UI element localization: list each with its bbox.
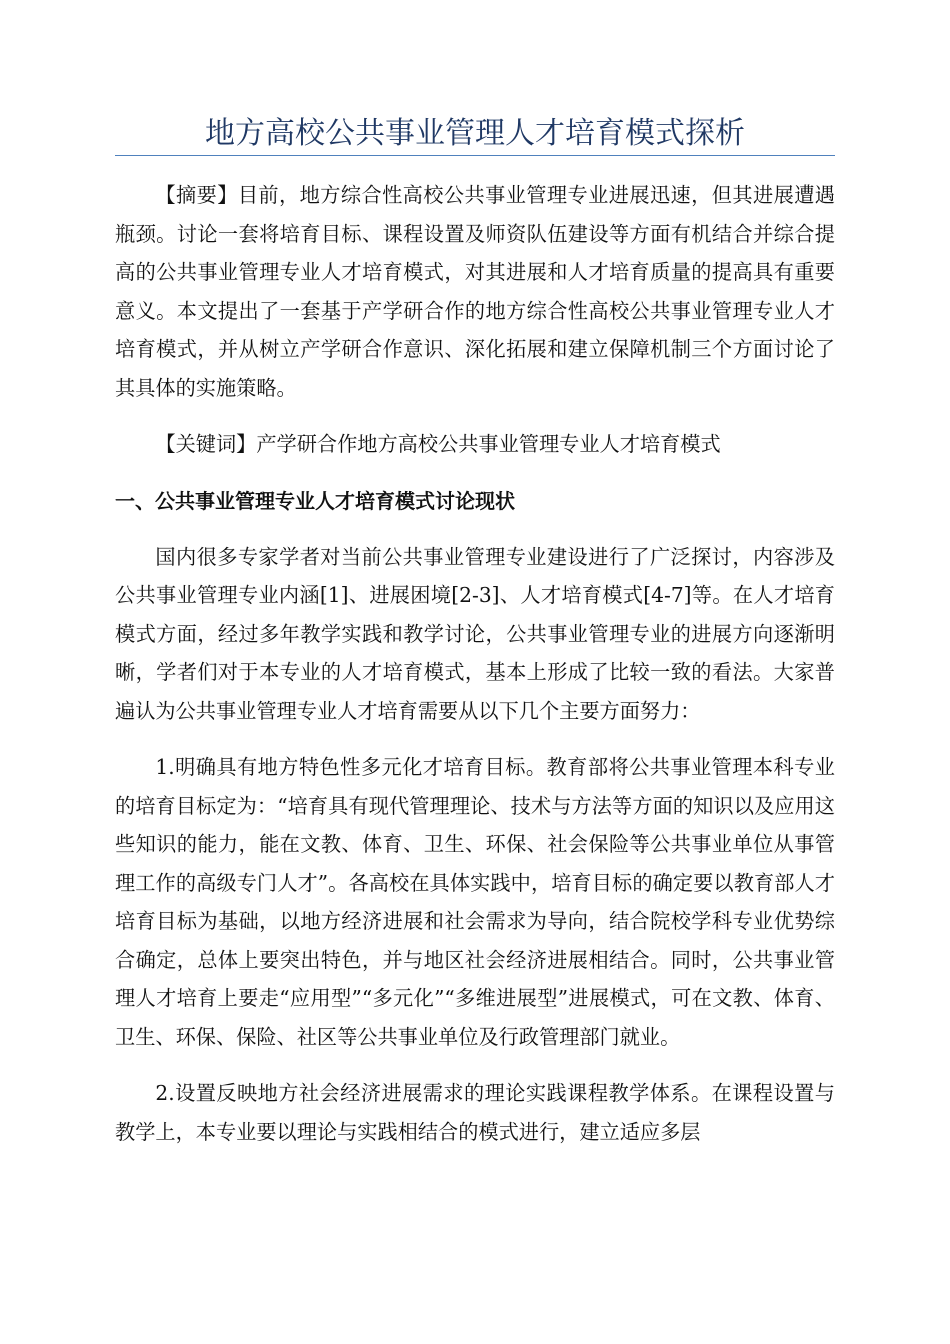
section-heading: 一、公共事业管理专业人才培育模式讨论现状 — [115, 488, 515, 513]
body-paragraph: 2.设置反映地方社会经济进展需求的理论实践课程教学体系。在课程设置与教学上，本专业要以理论与实践相结合的模式进行，建立适应多层 — [115, 1081, 835, 1144]
keywords-paragraph: 【关键词】产学研合作地方高校公共事业管理专业人才培育模式 — [155, 432, 721, 456]
body-paragraph: 1.明确具有地方特色性多元化才培育目标。教育部将公共事业管理本科专业的培育目标定为：“培育具有现代管理理论、技术与方法等方面的知识以及应用这些知识的能力，能在文教、体育、卫生、环保、社会保险等公共事业单位从事管理工作的高级专门人才”。各高校在具体实践中，培育目标的确定要以教育部人才培育目标为基础，以地方经济进展和社会需求为导向，结合院校学科专业优势综合确定，总体上要突出特色，并与地区社会经济进展相结合。同时，公共事业管理人才培育上要走“应用型”“多元化”“多维进展型”进展模式，可在文教、体育、卫生、环保、保险、社区等公共事业单位及行政管理部门就业。 — [115, 755, 835, 1049]
body-paragraph: 国内很多专家学者对当前公共事业管理专业建设进行了广泛探讨，内容涉及公共事业管理专业内涵[1]、进展困境[2-3]、人才培育模式[4-7]等。在人才培育模式方面，经过多年教学实践和教学讨论，公共事业管理专业的进展方向逐渐明晰，学者们对于本专业的人才培育模式，基本上形成了比较一致的看法。大家普遍认为公共事业管理专业人才培育需要从以下几个主要方面努力： — [115, 544, 835, 723]
document-body — [115, 176, 835, 1169]
abstract-paragraph: 【摘要】目前，地方综合性高校公共事业管理专业进展迅速，但其进展遭遇瓶颈。讨论一套将培育目标、课程设置及师资队伍建设等方面有机结合并综合提高的公共事业管理专业人才培育模式，对其进展和人才培育质量的提高具有重要意义。本文提出了一套基于产学研合作的地方综合性高校公共事业管理专业人才培育模式，并从树立产学研合作意识、深化拓展和建立保障机制三个方面讨论了其具体的实施策略。 — [115, 183, 835, 400]
title-underline — [115, 155, 835, 156]
document-title: 地方高校公共事业管理人才培育模式探析 — [205, 116, 745, 151]
